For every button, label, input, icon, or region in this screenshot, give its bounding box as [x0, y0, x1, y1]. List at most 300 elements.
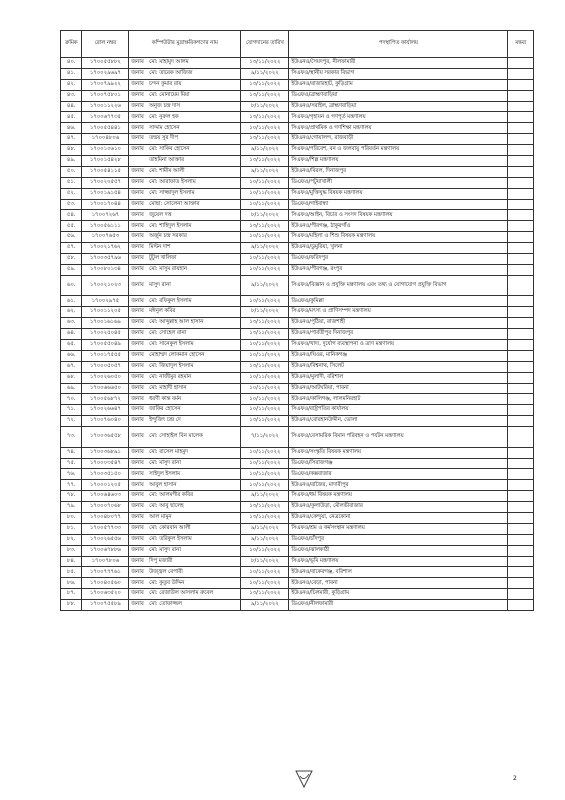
- roll-cell: ১৭০০২৯৭৫: [82, 296, 129, 307]
- appointment-table-container: [60, 30, 534, 611]
- roll-cell: ১৭০০২৫০৪৫: [82, 329, 129, 340]
- honorific-cell: জনাব: [129, 458, 149, 469]
- name-cell: মো: কুতুব উদ্দিন: [149, 578, 241, 589]
- serial-cell: ৫০.: [61, 166, 82, 177]
- table-row: [61, 567, 534, 578]
- honorific-cell: জনাব: [129, 199, 149, 210]
- honorific-cell: জনাব: [129, 243, 149, 254]
- name-cell: সাদ্দাম হোসেন: [149, 123, 241, 134]
- joining-date-cell: ১০/১১/২০২২: [241, 447, 289, 458]
- roll-cell: ১৭০০২৯৬৯৭: [82, 68, 129, 79]
- office-cell: সিএফও/মহিলা ও শিশু বিষয়ক মন্ত্রণালয়: [289, 232, 508, 243]
- honorific-cell: জনাব: [129, 534, 149, 545]
- serial-cell: ৭৫.: [61, 458, 82, 469]
- honorific-cell: জনাব: [129, 427, 149, 448]
- roll-cell: ১৭০০০৩৫৪৭: [82, 458, 129, 469]
- table-row: [61, 210, 534, 221]
- table-row: [61, 101, 534, 112]
- table-header: [61, 31, 534, 58]
- roll-cell: ১৭০০৫৭৭৩৩: [82, 523, 129, 534]
- joining-date-cell: ১০/১১/২০২২: [241, 383, 289, 394]
- honorific-cell: জনাব: [129, 188, 149, 199]
- office-cell: ইউএনও/রাজারহাট, কুড়িগ্রাম: [289, 79, 508, 90]
- name-cell: অনুজ চন্দ্র দাস: [149, 101, 241, 112]
- serial-cell: ৭২.: [61, 416, 82, 427]
- name-cell: আবুল হাসান: [149, 480, 241, 491]
- honorific-cell: জনাব: [129, 339, 149, 350]
- name-cell: মাসুদ রানা: [149, 275, 241, 296]
- office-cell: ডিএফও/নীলফামারী: [289, 600, 508, 611]
- name-cell: তন্ময় সুর দীপ: [149, 134, 241, 145]
- table-row: [61, 318, 534, 329]
- table-row: [61, 350, 534, 361]
- serial-cell: ৭৮.: [61, 491, 82, 502]
- roll-cell: ১৭০০১১২০৫: [82, 307, 129, 318]
- office-cell: ইউএনও/পুঠিয়া, রাজশাহী: [289, 318, 508, 329]
- serial-cell: ৮০.: [61, 513, 82, 524]
- table-row: [61, 243, 534, 254]
- roll-cell: ১৭০০১৫৪২৮: [82, 156, 129, 167]
- honorific-cell: জনাব: [129, 513, 149, 524]
- table-row: [61, 513, 534, 524]
- name-cell: টুটুল খালিফা: [149, 254, 241, 265]
- office-cell: ইউএনও/গোয়ালন্দ, রাজবাড়ী: [289, 134, 508, 145]
- name-cell: মো: রেজাউল আসলাম রুবেল: [149, 589, 241, 600]
- name-cell: মো: মাহাদী হাসান: [149, 383, 241, 394]
- remarks-cell: [508, 578, 534, 589]
- joining-date-cell: ১০/১১/২০২২: [241, 264, 289, 275]
- serial-cell: ৭১.: [61, 405, 82, 416]
- serial-cell: ৪৭.: [61, 134, 82, 145]
- serial-cell: ৮৪.: [61, 556, 82, 567]
- roll-cell: ১৭০০৫৫৪৪১: [82, 123, 129, 134]
- table-row: [61, 254, 534, 265]
- honorific-cell: জনাব: [129, 79, 149, 90]
- remarks-cell: [508, 68, 534, 79]
- remarks-cell: [508, 361, 534, 372]
- serial-cell: ৬৬.: [61, 350, 82, 361]
- joining-date-cell: ১০/১১/২০২২: [241, 339, 289, 350]
- joining-date-cell: ৮/১১/২০২২: [241, 556, 289, 567]
- roll-cell: ১৭০০১৬১৬৯: [82, 318, 129, 329]
- honorific-cell: জনাব: [129, 578, 149, 589]
- serial-cell: ৫৪.: [61, 210, 82, 221]
- office-cell: সিএফও/বেসামরিক বিমান পরিবহন ও পর্যটন মন্ত্রণালয়: [289, 427, 508, 448]
- joining-date-cell: ১৩/১১/২০২২: [241, 156, 289, 167]
- table-row: [61, 480, 534, 491]
- header-serial: ক্রমিক: [61, 31, 82, 58]
- remarks-cell: [508, 523, 534, 534]
- name-cell: মোহাম্মদ লোকমান হোসেন: [149, 350, 241, 361]
- joining-date-cell: ১০/১১/২০২২: [241, 188, 289, 199]
- roll-cell: ১৭০০৫৬১১১: [82, 221, 129, 232]
- remarks-cell: [508, 166, 534, 177]
- remarks-cell: [508, 79, 534, 90]
- serial-cell: ৭৬.: [61, 469, 82, 480]
- office-cell: সিএফও/শ্রম ও কর্মসংস্থান মন্ত্রণালয়: [289, 523, 508, 534]
- roll-cell: ১৭০০৩৫১৫০: [82, 469, 129, 480]
- header-remarks: মন্তব্য: [508, 31, 534, 58]
- joining-date-cell: ১৩/১১/২০২২: [241, 329, 289, 340]
- remarks-cell: [508, 243, 534, 254]
- joining-date-cell: ১০/১১/২০২২: [241, 567, 289, 578]
- office-cell: সিএফও/প্রাথমিক ও গণশিক্ষা মন্ত্রণালয়: [289, 123, 508, 134]
- remarks-cell: [508, 254, 534, 265]
- remarks-cell: [508, 112, 534, 123]
- table-row: [61, 361, 534, 372]
- table-row: [61, 556, 534, 567]
- serial-cell: ৬০.: [61, 275, 82, 296]
- roll-cell: ১৭০০১১২২৬: [82, 101, 129, 112]
- table-row: [61, 600, 534, 611]
- joining-date-cell: ৯/১১/২০২২: [241, 534, 289, 545]
- roll-cell: ১৭০০২১০২৩: [82, 275, 129, 296]
- remarks-cell: [508, 394, 534, 405]
- office-cell: ইউএনও/বোরহানউদ্দীন, ভোলা: [289, 416, 508, 427]
- joining-date-cell: ১৩/১১/২০২২: [241, 58, 289, 69]
- remarks-cell: [508, 589, 534, 600]
- name-cell: সাইদুল ইসলাম: [149, 469, 241, 480]
- roll-cell: ১৭০০৮০১৩৪: [82, 264, 129, 275]
- joining-date-cell: ১৩/১১/২০২২: [241, 361, 289, 372]
- header-office: পদস্থাপিত কার্যালয়: [289, 31, 508, 58]
- honorific-cell: জনাব: [129, 210, 149, 221]
- honorific-cell: জনাব: [129, 361, 149, 372]
- name-cell: মো: মাসুম রায়হান: [149, 264, 241, 275]
- remarks-cell: [508, 339, 534, 350]
- table-row: [61, 578, 534, 589]
- remarks-cell: [508, 232, 534, 243]
- name-cell: মোছা: সোলেনা আক্তার: [149, 199, 241, 210]
- honorific-cell: জনাব: [129, 329, 149, 340]
- name-cell: মো: তারেক আজিজ: [149, 68, 241, 79]
- name-cell: মো: তোফাজ্জল: [149, 600, 241, 611]
- name-cell: মো: শামীম আলী: [149, 166, 241, 177]
- office-cell: ডিএফও/কুমিল্লা: [289, 296, 508, 307]
- office-cell: সিএফও/সংস্কৃতি বিষয়ক মন্ত্রণালয়: [289, 447, 508, 458]
- name-cell: উজ্জ্বল বেপারী: [149, 567, 241, 578]
- roll-cell: ১৭০০৬৩৫২০: [82, 589, 129, 600]
- remarks-cell: [508, 296, 534, 307]
- roll-cell: ১৭০০২৬৬৪৭: [82, 405, 129, 416]
- office-cell: ইউএনও/কালিগঞ্জ, লালমনিরহাট: [289, 394, 508, 405]
- name-cell: মো: সোহেল রানা: [149, 329, 241, 340]
- serial-cell: ৪৯.: [61, 156, 82, 167]
- remarks-cell: [508, 156, 534, 167]
- serial-cell: ৪৪.: [61, 101, 82, 112]
- honorific-cell: জনাব: [129, 101, 149, 112]
- table-row: [61, 232, 534, 243]
- roll-cell: ১৭০০৪৮০৬: [82, 134, 129, 145]
- honorific-cell: জনাব: [129, 383, 149, 394]
- serial-cell: ৪৫.: [61, 112, 82, 123]
- serial-cell: ৬২.: [61, 307, 82, 318]
- remarks-cell: [508, 329, 534, 340]
- remarks-cell: [508, 307, 534, 318]
- honorific-cell: জনাব: [129, 469, 149, 480]
- joining-date-cell: ১০/১১/২০২২: [241, 123, 289, 134]
- office-cell: ইউএনও/আটঘরিয়া, পাবনা: [289, 383, 508, 394]
- roll-cell: ১৭০০৪০৫৬০: [82, 578, 129, 589]
- honorific-cell: জনাব: [129, 232, 149, 243]
- serial-cell: ৫৫.: [61, 221, 82, 232]
- honorific-cell: জনাব: [129, 350, 149, 361]
- office-cell: ডিএফও/পটুয়াখালী: [289, 177, 508, 188]
- name-cell: মো: আব্দুল্লাহ আল হাসান: [149, 318, 241, 329]
- roll-cell: ১৭০০৭৫৮০১: [82, 90, 129, 101]
- roll-cell: ১৭০০০৭০৬৮: [82, 502, 129, 513]
- joining-date-cell: ১০/১১/২০২২: [241, 394, 289, 405]
- joining-date-cell: ৯/১১/২০২২: [241, 491, 289, 502]
- joining-date-cell: ১০/১১/২০২২: [241, 232, 289, 243]
- honorific-cell: জনাব: [129, 416, 149, 427]
- honorific-cell: জনাব: [129, 58, 149, 69]
- name-cell: মো: আরাফাত ইসলাম: [149, 177, 241, 188]
- roll-cell: ১৭০০৭৬৫৩: [82, 232, 129, 243]
- honorific-cell: জনাব: [129, 254, 149, 265]
- name-cell: মো: সাজ্জাদুল ইসলাম: [149, 188, 241, 199]
- header-name: কম্পিউটার মুদ্রাক্ষরিকগণের নাম: [129, 31, 241, 58]
- serial-cell: ৮৩.: [61, 545, 82, 556]
- honorific-cell: জনাব: [129, 177, 149, 188]
- serial-cell: ৫৮.: [61, 254, 82, 265]
- table-row: [61, 134, 534, 145]
- table-row: [61, 416, 534, 427]
- office-cell: সিএফও/আইন, বিচার ও সংসদ বিষয়ক মন্ত্রণালয়: [289, 210, 508, 221]
- honorific-cell: জনাব: [129, 523, 149, 534]
- office-cell: ইউএনও/রাজৈর, মাদারীপুর: [289, 480, 508, 491]
- honorific-cell: জনাব: [129, 447, 149, 458]
- roll-cell: ১৭০০৭৭৭৬১: [82, 567, 129, 578]
- table-row: [61, 339, 534, 350]
- roll-cell: ১৭০০২৬৫৫৬: [82, 534, 129, 545]
- table-row: [61, 523, 534, 534]
- joining-date-cell: ১০/১১/২০২২: [241, 254, 289, 265]
- name-cell: মো: সানেকুল ইসলাম: [149, 339, 241, 350]
- honorific-cell: জনাব: [129, 307, 149, 318]
- remarks-cell: [508, 513, 534, 524]
- joining-date-cell: ৮/১১/২০২২: [241, 210, 289, 221]
- office-cell: ইউএনও/ঘিওর, মানিকগঞ্জ: [289, 350, 508, 361]
- joining-date-cell: ১৩/১১/২০২২: [241, 221, 289, 232]
- table-row: [61, 447, 534, 458]
- serial-cell: ৬৫.: [61, 339, 82, 350]
- remarks-cell: [508, 145, 534, 156]
- table-row: [61, 177, 534, 188]
- honorific-cell: জনাব: [129, 134, 149, 145]
- serial-cell: ৪৩.: [61, 90, 82, 101]
- appointment-table: [60, 30, 534, 611]
- table-row: [61, 112, 534, 123]
- remarks-cell: [508, 123, 534, 134]
- name-cell: মো: মোনায়েম মিয়া: [149, 90, 241, 101]
- remarks-cell: [508, 416, 534, 427]
- honorific-cell: জনাব: [129, 545, 149, 556]
- honorific-cell: জনাব: [129, 296, 149, 307]
- remarks-cell: [508, 58, 534, 69]
- honorific-cell: জনাব: [129, 318, 149, 329]
- joining-date-cell: ১০/১১/২০২২: [241, 177, 289, 188]
- roll-cell: ১৭০০৫৫৮৮২: [82, 58, 129, 69]
- remarks-cell: [508, 350, 534, 361]
- table-row: [61, 383, 534, 394]
- office-cell: সিএফও/ধর্ম বিষয়ক মন্ত্রণালয়: [289, 491, 508, 502]
- remarks-cell: [508, 134, 534, 145]
- joining-date-cell: ৭/১১/২০২২: [241, 427, 289, 448]
- remarks-cell: [508, 491, 534, 502]
- honorific-cell: জনাব: [129, 68, 149, 79]
- serial-cell: ৬৭.: [61, 361, 82, 372]
- table-row: [61, 188, 534, 199]
- office-cell: ইউএনও/পীরগঞ্জ, রংপুর: [289, 264, 508, 275]
- office-cell: সিএফও/খাদ্য, দুর্যোগ ব্যবস্থাপনা ও ত্রাণ মন্ত্রণালয়: [289, 339, 508, 350]
- remarks-cell: [508, 199, 534, 210]
- table-body: [61, 58, 534, 611]
- serial-cell: ৫১.: [61, 177, 82, 188]
- honorific-cell: জনাব: [129, 123, 149, 134]
- honorific-cell: জনাব: [129, 405, 149, 416]
- roll-cell: ১৭০০৭৮০৬: [82, 556, 129, 567]
- office-cell: সিএফও/স্থানীয় সরকার বিভাগ: [289, 68, 508, 79]
- name-cell: ধরণী কান্ত বর্মন: [149, 394, 241, 405]
- serial-cell: ৮৮.: [61, 600, 82, 611]
- joining-date-cell: ৯/১১/২০২২: [241, 600, 289, 611]
- roll-cell: ১৭০০০৫০৫৭: [82, 361, 129, 372]
- office-cell: ইউএনও/চিলমারী, কুড়িগ্রাম: [289, 589, 508, 600]
- table-row: [61, 296, 534, 307]
- office-cell: ইউএনও/কুলাউড়া, মৌলভীবাজার: [289, 502, 508, 513]
- remarks-cell: [508, 567, 534, 578]
- office-cell: ডিএফও/সিরাজগঞ্জ: [289, 458, 508, 469]
- serial-cell: ৫৯.: [61, 264, 82, 275]
- honorific-cell: জনাব: [129, 589, 149, 600]
- name-cell: অর্জুন চন্দ্র সরকার: [149, 232, 241, 243]
- roll-cell: ১৭০০৬৭৮৮৬: [82, 545, 129, 556]
- joining-date-cell: ১০/১১/২০২২: [241, 545, 289, 556]
- office-cell: ইউএনও/ডুমুরিয়া, খুলনা: [289, 243, 508, 254]
- joining-date-cell: ১০/১১/২০২২: [241, 458, 289, 469]
- name-cell: মিল্টন দাশ: [149, 243, 241, 254]
- signature-mark: [293, 768, 315, 790]
- honorific-cell: জনাব: [129, 90, 149, 101]
- table-row: [61, 502, 534, 513]
- table-row: [61, 372, 534, 383]
- table-row: [61, 79, 534, 90]
- honorific-cell: জনাব: [129, 567, 149, 578]
- table-row: [61, 221, 534, 232]
- remarks-cell: [508, 318, 534, 329]
- serial-cell: ৭৪.: [61, 447, 82, 458]
- name-cell: জাকির হোসেন: [149, 405, 241, 416]
- honorific-cell: জনাব: [129, 145, 149, 156]
- table-row: [61, 491, 534, 502]
- office-cell: ইউএনও/মুলাদী, বরিশাল: [289, 372, 508, 383]
- table-row: [61, 90, 534, 101]
- table-row: [61, 199, 534, 210]
- name-cell: মো: রফিকুল ইসলাম: [149, 296, 241, 307]
- joining-date-cell: ১০/১১/২০২২: [241, 469, 289, 480]
- office-cell: সিএফও/ভূমি মন্ত্রণালয়: [289, 556, 508, 567]
- name-cell: মো: নাজীমুর রহমান: [149, 372, 241, 383]
- serial-cell: ৬৩.: [61, 318, 82, 329]
- roll-cell: ১৭০০১৭৫৫৫: [82, 350, 129, 361]
- table-row: [61, 264, 534, 275]
- remarks-cell: [508, 427, 534, 448]
- office-cell: ইউএনও/বিরল, দিনাজপুর: [289, 166, 508, 177]
- joining-date-cell: ১৩/১১/২০২২: [241, 589, 289, 600]
- joining-date-cell: ৮/১১/২০২২: [241, 101, 289, 112]
- serial-cell: ৭৯.: [61, 502, 82, 513]
- name-cell: মো: মাসুদ রানা: [149, 545, 241, 556]
- office-cell: ইউএনও/বিশ্বনাথ, সিলেট: [289, 361, 508, 372]
- honorific-cell: জনাব: [129, 394, 149, 405]
- roll-cell: ১৭০০৬৬৬৫০: [82, 383, 129, 394]
- remarks-cell: [508, 221, 534, 232]
- office-cell: সিএফও/শিল্প মন্ত্রণালয়: [289, 156, 508, 167]
- name-cell: মো: নুরুল হক: [149, 112, 241, 123]
- table-row: [61, 307, 534, 318]
- serial-cell: ৬৯.: [61, 383, 82, 394]
- roll-cell: ১৭০০৩৫৭৯৬: [82, 254, 129, 265]
- remarks-cell: [508, 264, 534, 275]
- joining-date-cell: ৯/১১/২০২২: [241, 243, 289, 254]
- joining-date-cell: ১৩/১১/২০২২: [241, 513, 289, 524]
- joining-date-cell: ১৩/১১/২০২২: [241, 318, 289, 329]
- serial-cell: ৪০.: [61, 58, 82, 69]
- remarks-cell: [508, 405, 534, 416]
- name-cell: মো: মাহামুদ আলম: [149, 58, 241, 69]
- table-row: [61, 145, 534, 156]
- table-row: [61, 329, 534, 340]
- serial-cell: ৪৬.: [61, 123, 82, 134]
- office-cell: ইউএনও/বাকেরগঞ্জ, বরিশাল: [289, 567, 508, 578]
- roll-cell: ১৭০০৫৪১১৫: [82, 166, 129, 177]
- name-cell: মো: মাসুদ রানা: [149, 458, 241, 469]
- serial-cell: ৭৭.: [61, 480, 82, 491]
- serial-cell: ৪৮.: [61, 145, 82, 156]
- remarks-cell: [508, 188, 534, 199]
- remarks-cell: [508, 502, 534, 513]
- remarks-cell: [508, 210, 534, 221]
- serial-cell: ৮২.: [61, 534, 82, 545]
- office-cell: ইউএনও/কেন্দুয়া, নেত্রকোনা: [289, 513, 508, 524]
- joining-date-cell: ৮/১১/২০২২: [241, 307, 289, 318]
- roll-cell: ১৭০০৭৯৯২২: [82, 79, 129, 90]
- roll-cell: ১৭০০৫৬৮৭২: [82, 394, 129, 405]
- name-cell: মো: রাসেল মাহমুদ: [149, 447, 241, 458]
- remarks-cell: [508, 447, 534, 458]
- roll-cell: ১৭০০১৯১৫৪: [82, 188, 129, 199]
- office-cell: ডিএফও/কক্সবাজার: [289, 469, 508, 480]
- roll-cell: ১৭০০৩৬৮৯১: [82, 447, 129, 458]
- office-cell: সিএফও/মৎস্য ও প্রাণিসম্পদ মন্ত্রণালয়: [289, 307, 508, 318]
- roll-cell: ১৭০০৩৬৫৫৮: [82, 427, 129, 448]
- joining-date-cell: ৯/১১/২০২২: [241, 523, 289, 534]
- roll-cell: ১৭০০৪৮০৭৭: [82, 513, 129, 524]
- serial-cell: ৮৫.: [61, 567, 82, 578]
- honorific-cell: জনাব: [129, 264, 149, 275]
- header-joining-date: যোগদানের তারিখ: [241, 31, 289, 58]
- table-row: [61, 166, 534, 177]
- page-number: 2: [513, 775, 517, 782]
- remarks-cell: [508, 469, 534, 480]
- joining-date-cell: ১৩/১১/২০২২: [241, 502, 289, 513]
- honorific-cell: জনাব: [129, 600, 149, 611]
- header-roll: রোল নম্বর: [82, 31, 129, 58]
- table-row: [61, 545, 534, 556]
- honorific-cell: জনাব: [129, 491, 149, 502]
- serial-cell: ৮৭.: [61, 589, 82, 600]
